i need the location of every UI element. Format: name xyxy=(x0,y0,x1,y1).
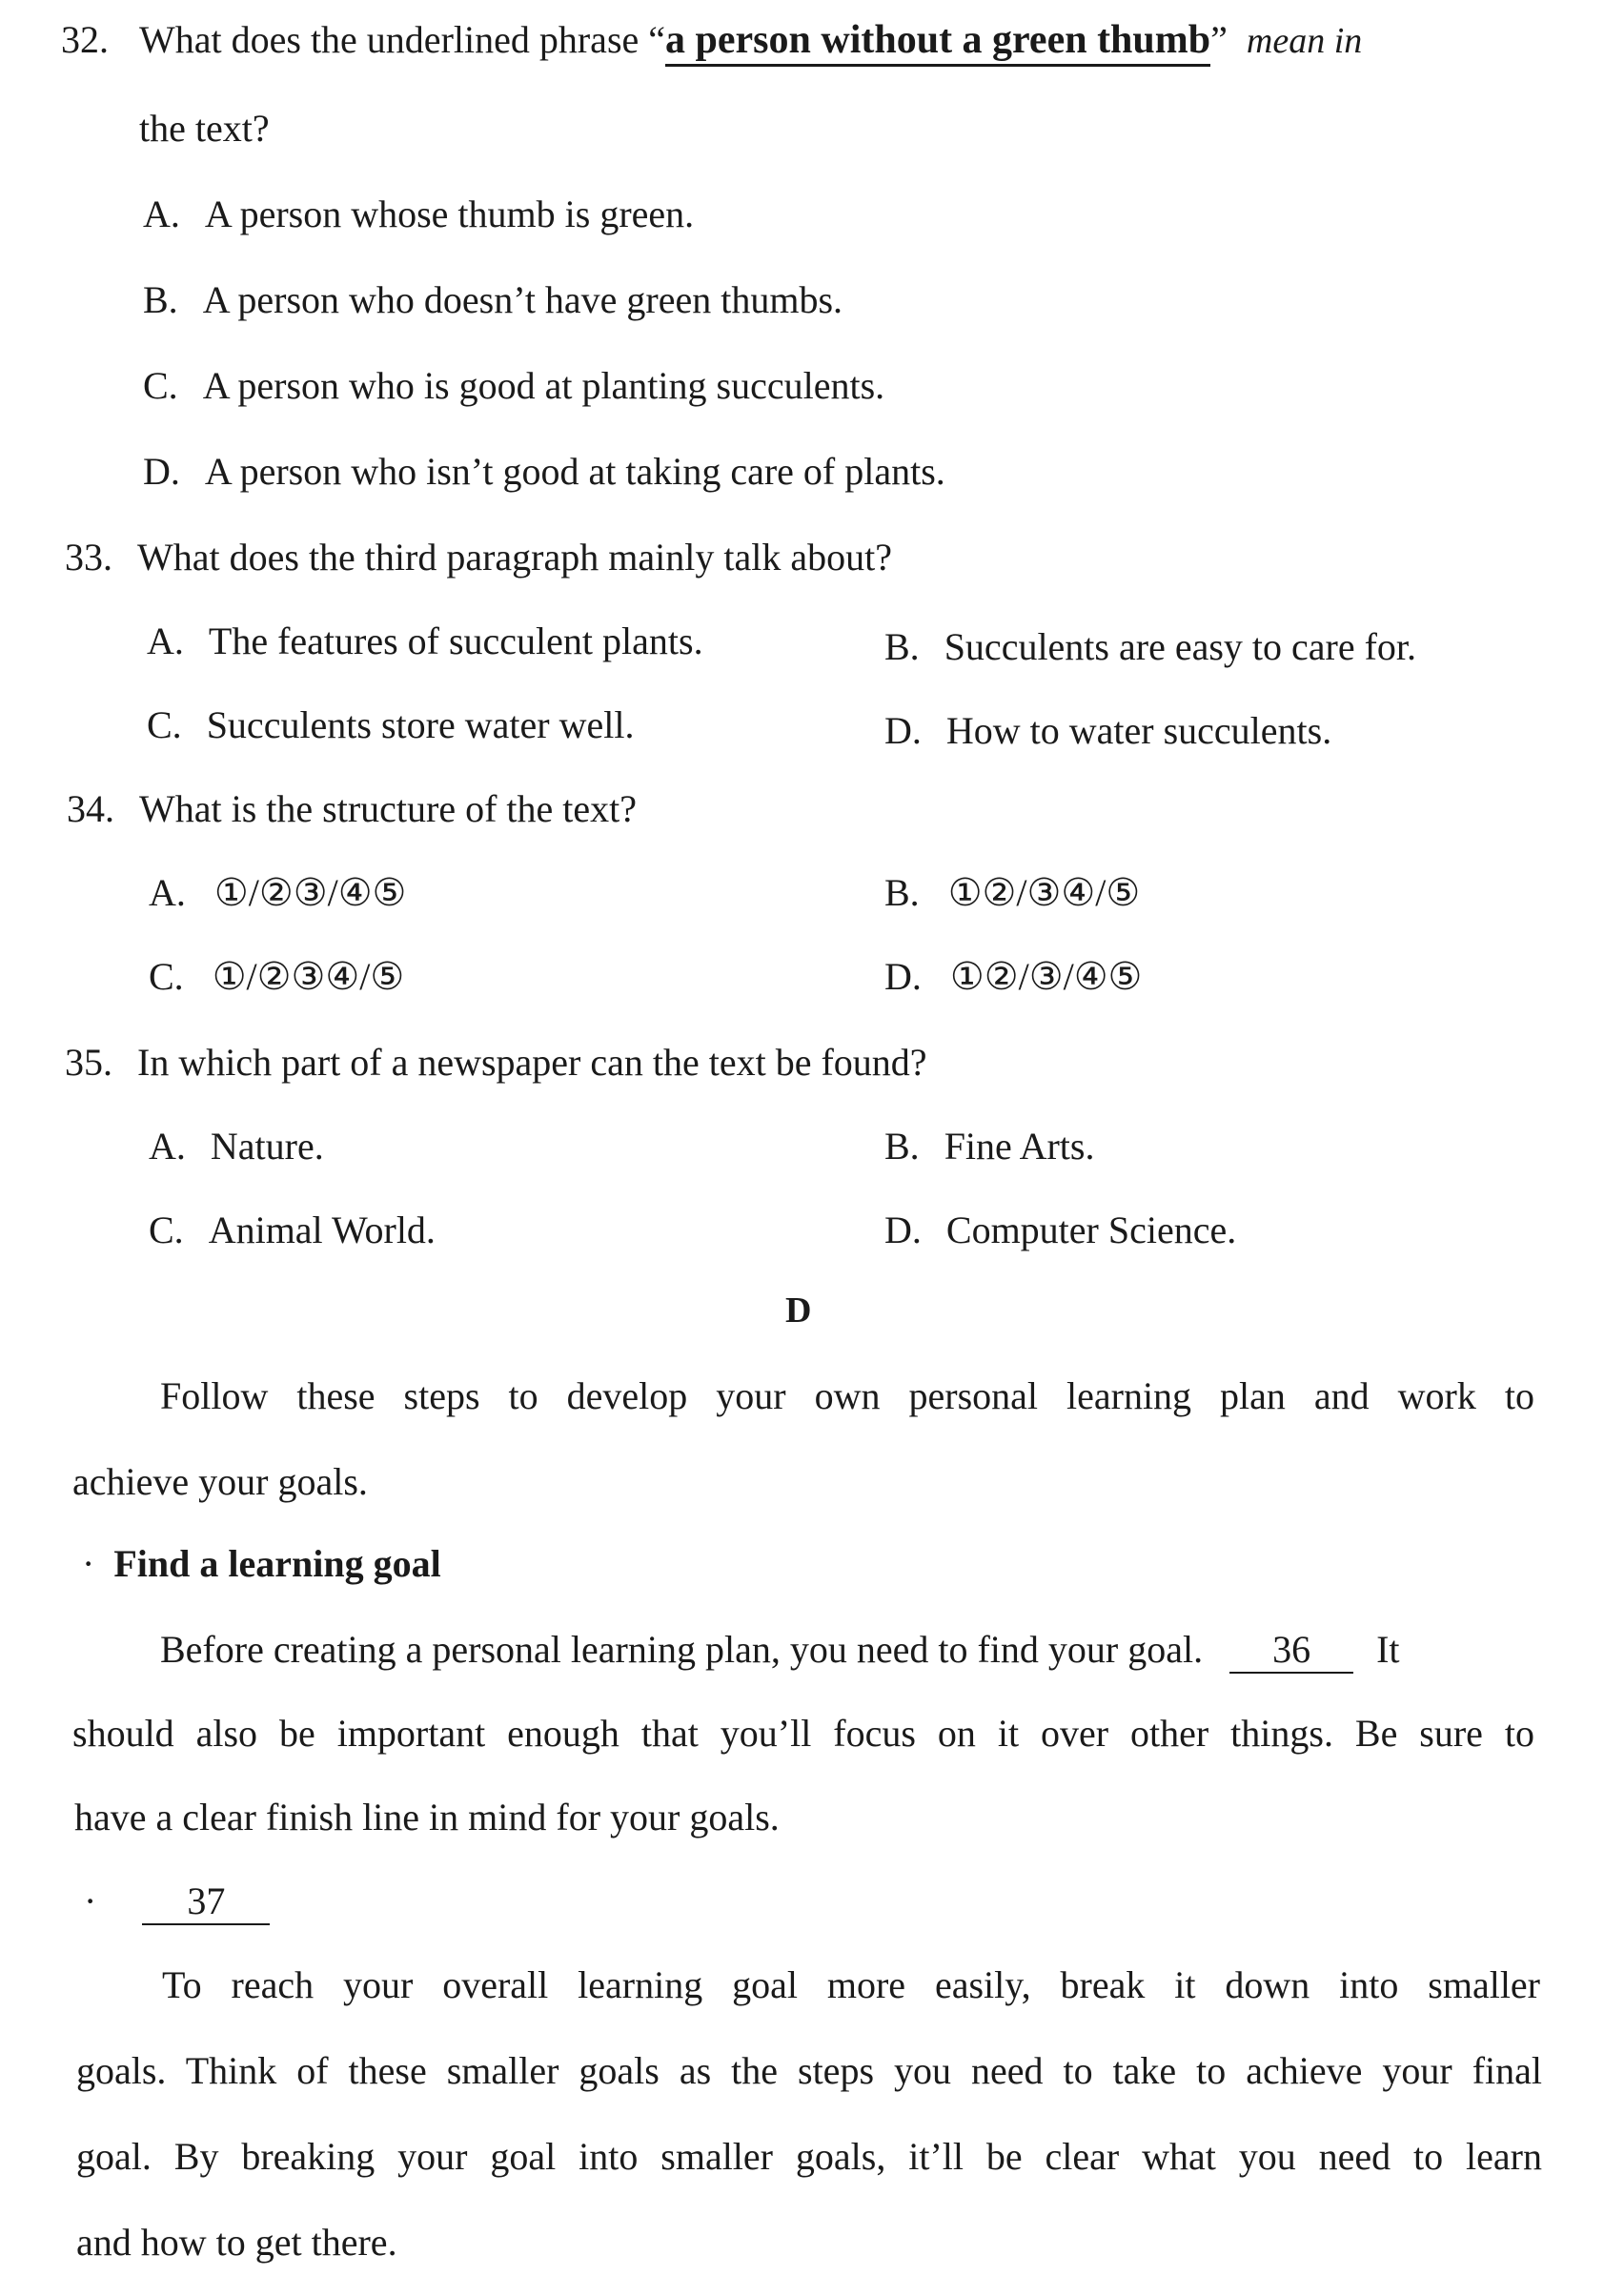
question-34-stem xyxy=(67,787,637,831)
option-letter: A. xyxy=(149,1125,186,1168)
section-heading-1 xyxy=(82,1542,441,1586)
question-text-tail: mean in xyxy=(1246,21,1363,61)
paragraph-2-line3: goal. By breaking your goal into smaller goals, it’ll be clear what you need to learn xyxy=(76,2135,1542,2178)
option-34-a xyxy=(149,871,406,915)
option-text: A person whose thumb is green. xyxy=(204,193,695,235)
option-33-c xyxy=(147,703,634,747)
option-32-b xyxy=(143,278,843,322)
bullet: · xyxy=(82,1542,95,1585)
underlined-phrase: a person without a green thumb xyxy=(665,18,1210,67)
option-text: ①/②③/④⑤ xyxy=(213,871,407,914)
blank-37: 37 xyxy=(142,1879,270,1925)
option-text: Fine Arts. xyxy=(944,1125,1095,1168)
paragraph-2-line2: goals. Think of these smaller goals as the steps you need to take to achieve your final xyxy=(76,2049,1542,2092)
option-letter: D. xyxy=(884,1209,922,1251)
option-33-a xyxy=(147,620,703,663)
option-text: ①②/③/④⑤ xyxy=(949,955,1143,998)
option-letter: D. xyxy=(884,709,922,752)
option-35-c xyxy=(149,1209,436,1252)
option-text: How to water succulents. xyxy=(945,709,1332,752)
option-text: Succulents store water well. xyxy=(206,703,635,746)
option-32-a xyxy=(143,193,694,236)
option-text: Animal World. xyxy=(208,1209,436,1251)
question-number: 32. xyxy=(61,18,109,61)
question-text: What does the third paragraph mainly talk about? xyxy=(137,536,892,579)
paragraph-1-line2: should also be important enough that you’ll focus on it over other things. Be sure to xyxy=(72,1712,1534,1755)
option-letter: C. xyxy=(149,1209,184,1251)
paragraph-2-line4: and how to get there. xyxy=(76,2221,397,2264)
option-34-c xyxy=(149,955,404,999)
heading-text: Find a learning goal xyxy=(113,1542,441,1585)
question-number: 33. xyxy=(65,536,112,579)
option-text: ①/②③④/⑤ xyxy=(212,955,405,998)
option-letter: D. xyxy=(143,450,180,493)
question-text: What is the structure of the text? xyxy=(139,787,638,830)
option-letter: C. xyxy=(143,364,178,407)
option-letter: B. xyxy=(884,625,920,668)
option-34-b xyxy=(884,871,1140,915)
passage-intro-line2: achieve your goals. xyxy=(72,1460,368,1503)
option-34-d xyxy=(884,955,1142,999)
question-text: What does the underlined phrase “ xyxy=(139,18,666,61)
question-32-stem xyxy=(61,17,1362,63)
paragraph-1-line3: have a clear finish line in mind for your goals. xyxy=(74,1796,780,1839)
option-text: The features of succulent plants. xyxy=(208,620,703,662)
paragraph-1-line1 xyxy=(160,1628,1534,1674)
option-letter: A. xyxy=(143,193,180,235)
question-text: In which part of a newspaper can the text be found? xyxy=(137,1041,927,1084)
question-35-stem xyxy=(65,1041,927,1085)
option-letter: A. xyxy=(149,871,186,914)
paragraph-text: Before creating a personal learning plan, you need to find your goal. xyxy=(160,1628,1204,1671)
option-text: A person who doesn’t have green thumbs. xyxy=(202,278,843,321)
passage-intro-line1: Follow these steps to develop your own personal learning plan and work to xyxy=(160,1374,1534,1417)
option-text: Nature. xyxy=(210,1125,324,1168)
bullet: · xyxy=(84,1879,97,1922)
option-33-b xyxy=(884,625,1416,669)
closing-quote: ” xyxy=(1210,18,1228,61)
option-letter: B. xyxy=(143,278,178,321)
paragraph-2-line1: To reach your overall learning goal more easily, break it down into smaller xyxy=(162,1963,1540,2006)
option-35-d xyxy=(884,1209,1236,1252)
passage-letter: D xyxy=(785,1290,812,1331)
question-number: 35. xyxy=(65,1041,112,1084)
option-text: Succulents are easy to care for. xyxy=(944,625,1417,668)
blank-36: 36 xyxy=(1229,1628,1353,1674)
section-heading-2 xyxy=(84,1879,270,1925)
option-letter: A. xyxy=(147,620,184,662)
option-32-d xyxy=(143,450,945,494)
option-letter: B. xyxy=(884,871,920,914)
option-letter: C. xyxy=(149,955,184,998)
option-text: A person who isn’t good at taking care of plants. xyxy=(204,450,945,493)
option-letter: B. xyxy=(884,1125,920,1168)
option-text: ①②/③④/⑤ xyxy=(947,871,1141,914)
question-32-stem-line2: the text? xyxy=(139,107,270,150)
option-letter: C. xyxy=(147,703,182,746)
option-35-b xyxy=(884,1125,1094,1168)
option-text: A person who is good at planting succulents. xyxy=(202,364,885,407)
question-number: 34. xyxy=(67,787,114,830)
paragraph-text: It xyxy=(1376,1628,1400,1671)
option-35-a xyxy=(149,1125,324,1168)
option-letter: D. xyxy=(884,955,922,998)
option-32-c xyxy=(143,364,884,408)
option-text: Computer Science. xyxy=(945,1209,1237,1251)
option-33-d xyxy=(884,709,1331,753)
question-33-stem xyxy=(65,536,892,579)
